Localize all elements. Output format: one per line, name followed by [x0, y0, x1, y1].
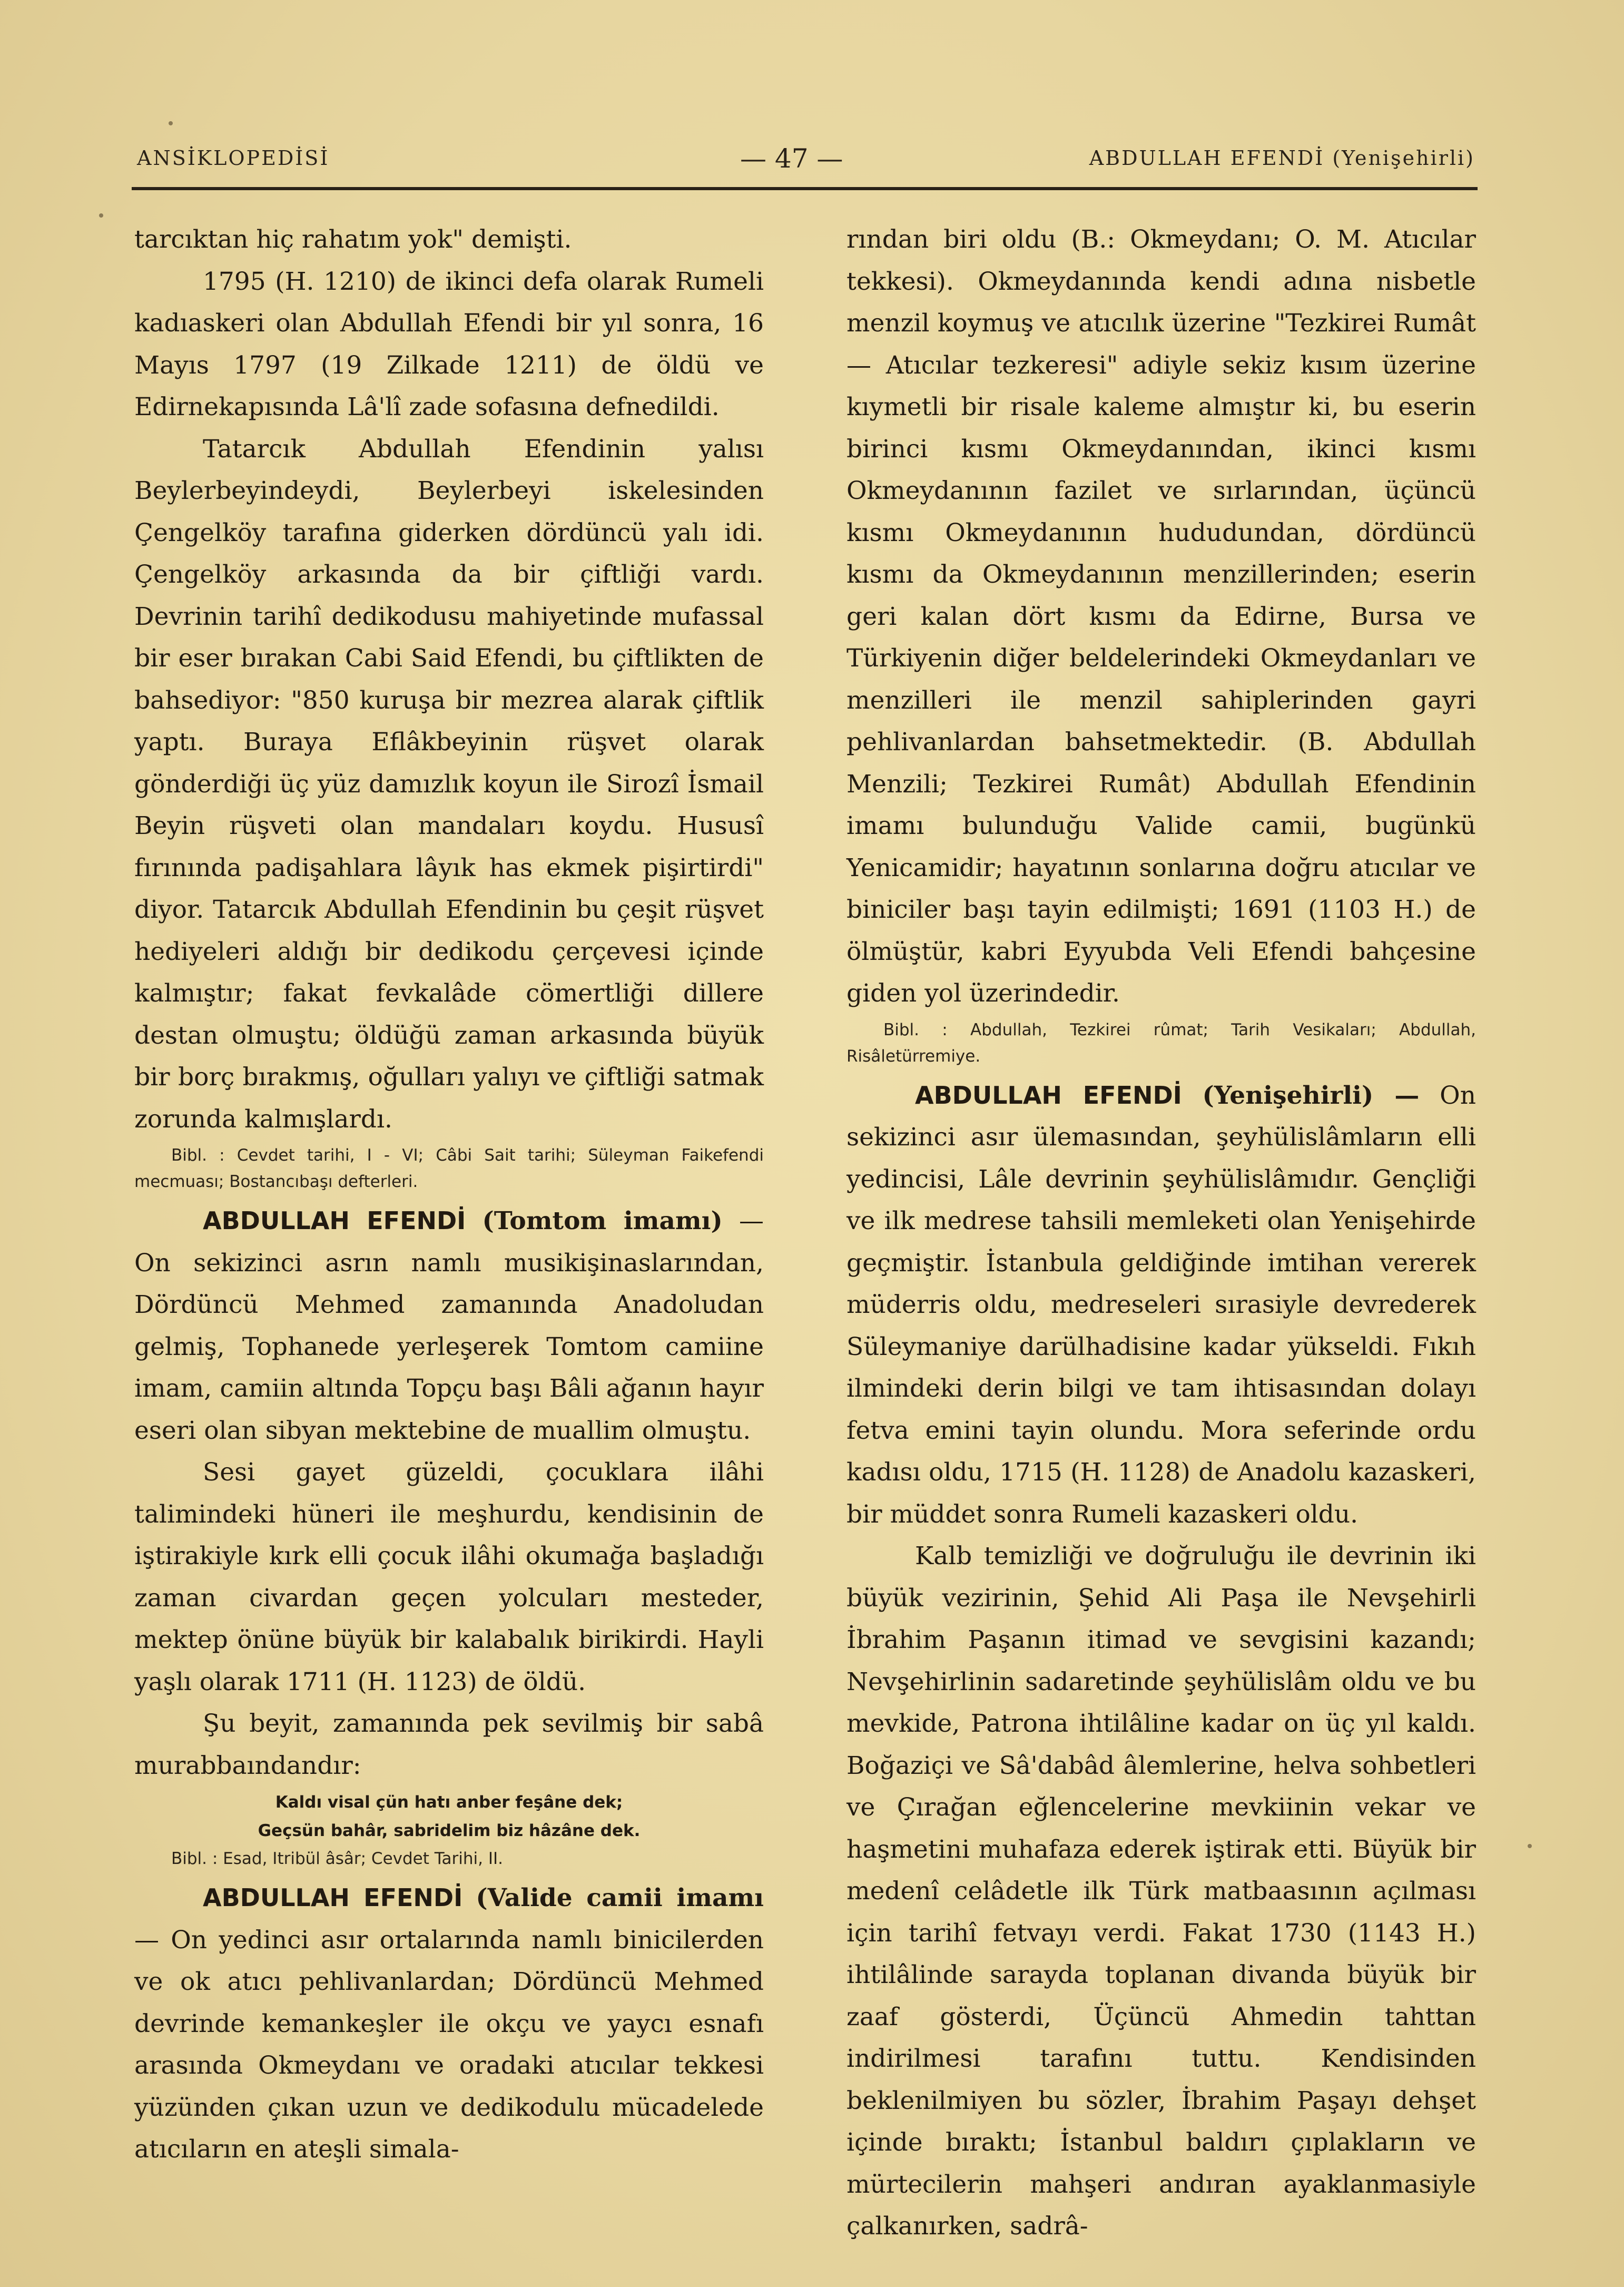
paper-speck	[1528, 1844, 1532, 1848]
left-column	[134, 219, 764, 2263]
paragraph: tarcıktan hiç rahatım yok" demişti.	[134, 225, 572, 254]
page-number: — 47 —	[740, 143, 843, 174]
entry-subtitle: (Yenişehirli) —	[1202, 1081, 1420, 1110]
entry-heading: ABDULLAH EFENDİ	[203, 1883, 463, 1912]
header-encyclopedia-title: ANSİKLOPEDİSİ	[137, 146, 330, 170]
verse-line: Kaldı visal çün hatı anber feşâne dek;	[275, 1793, 623, 1812]
entry-body: On sekizinci asır ülemasından, şeyhülislâmların elli yedincisi, Lâle devrinin şeyhülislâmıdır. Gençliği ve ilk medrese tahsili memleketi olan Yenişehirde geçmiştir. İstanbula geldiğinde imtihan vererek müderris oldu, medreseleri sırasiyle devrederek Süleymaniye darülhadisine kadar yükseldi. Fıkıh ilmindeki derin bilgi ve tam ihtisasından dolayı fetva emini tayin olundu. Mora seferinde ordu kadısı oldu, 1715 (H. 1128) de Anadolu kazaskeri, bir müddet sonra Rumeli kazaskeri oldu.	[847, 1081, 1476, 1529]
bibliography: Bibl. : Abdullah, Tezkirei rûmat; Tarih Vesikaları; Abdullah, Risâletürremiye.	[847, 1020, 1476, 1066]
entry-valide-camii-imami	[134, 1877, 764, 2171]
entry-body: — On sekizinci asrın namlı musikişinaslarından, Dördüncü Mehmed zamanında Anadoludan gelmiş, Tophanede yerleşerek Tomtom camiine imam, camiin altında Topçu başı Bâli ağanın hayır eseri olan sibyan mektebine de muallim olmuştu.	[134, 1206, 764, 1445]
entry-subtitle: (Valide camii imamı	[476, 1883, 764, 1912]
paragraph: Kalb temizliği ve doğruluğu ile devrinin iki büyük vezirinin, Şehid Ali Paşa ile Nevşehirli İbrahim Paşanın itimad ve sevgisini kazandı; Nevşehirlinin sadaretinde şeyhülislâm oldu ve bu mevkide, Patrona ihtilâline kadar on üç yıl kaldı. Boğaziçi ve Sâ'dabâd âlemlerine, helva sohbetleri ve Çırağan eğlencelerine mevkiinin vekar ve haşmetini muhafaza ederek iştirak etti. Büyük bir medenî celâdetle ilk Türk matbaasının açılması için tarihî fetvayı verdi. Fakat 1730 (1143 H.) ihtilâlinde sarayda toplanan divanda büyük bir zaaf gösterdi, Üçüncü Ahmedin tahttan indirilmesi tarafını tuttu. Kendisinden beklenilmiyen bu sözler, İbrahim Paşayı dehşet içinde bıraktı; İstanbul baldırı çıplakların ve mürtecilerin mahşeri andıran ayaklanmasiyle çalkanırken, sadrâ-	[847, 1542, 1476, 2241]
entry-yenisehirli	[847, 1075, 1476, 1536]
bibliography: Bibl. : Esad, Itribül âsâr; Cevdet Tarihi, II.	[171, 1849, 504, 1868]
entry-heading: ABDULLAH EFENDİ	[915, 1081, 1182, 1110]
header-entry-title: ABDULLAH EFENDİ (Yenişehirli)	[1089, 146, 1475, 170]
entry-heading: ABDULLAH EFENDİ	[203, 1206, 466, 1235]
paragraph: Tatarcık Abdullah Efendinin yalısı Beylerbeyindeydi, Beylerbeyi iskelesinden Çengelköy tarafına giderken dördüncü yalı idi. Çengelköy arkasında da bir çiftliği vardı. Devrinin tarihî dedikodusu mahiyetinde mufassal bir eser bırakan Cabi Said Efendi, bu çiftlikten de bahsediyor: "850 kuruşa bir mezrea alarak çiftlik yaptı. Buraya Eflâkbeyinin rüşvet olarak gönderdiği üç yüz damızlık koyun ile Sirozî İsmail Beyin rüşveti olan mandaları koydu. Hususî fırınında padişahlara lâyık has ekmek pişirtirdi" diyor. Tatarcık Abdullah Efendinin bu çeşit rüşvet hediyeleri aldığı bir dedikodu çerçevesi içinde kalmıştır; fakat fevkalâde cömertliği dillere destan olmuştu; öldüğü zaman arkasında büyük bir borç bırakmış, oğulları yalıyı ve çiftliği satmak zorunda kalmışlardı.	[134, 434, 764, 1134]
bibliography: Bibl. : Cevdet tarihi, I - VI; Câbi Sait tarihi; Süleyman Faikefendi mecmuası; Bostancıbaşı defterleri.	[134, 1146, 764, 1191]
paragraph: Sesi gayet güzeldi, çocuklara ilâhi talimindeki hüneri ile meşhurdu, kendisinin de iştirakiyle kırk elli çocuk ilâhi okumağa başladığı zaman civardan geçen yolcuları mesteder, mektep önüne büyük bir kalabalık birikirdi. Hayli yaşlı olarak 1711 (H. 1123) de öldü.	[134, 1458, 764, 1696]
running-header	[137, 143, 1475, 178]
entry-subtitle: (Tomtom imamı)	[482, 1206, 723, 1235]
paragraph: rından biri oldu (B.: Okmeydanı; O. M. Atıcılar tekkesi). Okmeydanında kendi adına nisbetle menzil koymuş ve atıcılık üzerine "Tezkirei Rumât — Atıcılar tezkeresi" adiyle sekiz kısım üzerine kıymetli bir risale kaleme almıştır ki, bu eserin birinci kısmı Okmeydanından, ikinci kısmı Okmeydanının fazilet ve sırlarından, üçüncü kısmı Okmeydanının hududundan, dördüncü kısmı da Okmeydanının menzillerinden; eserin geri kalan dört kısmı da Edirne, Bursa ve Türkiyenin diğer beldelerindeki Okmeydanları ve menzilleri ile menzil sahiplerinden gayri pehlivanlardan bahsetmektedir. (B. Abdullah Menzili; Tezkirei Rumât) Abdullah Efendinin imamı bulunduğu Valide camii, bugünkü Yenicamidir; hayatının sonlarına doğru atıcılar ve biniciler başı tayin edilmişti; 1691 (1103 H.) de ölmüştür, kabri Eyyubda Veli Efendi bahçesine giden yol üzerindedir.	[847, 225, 1476, 1008]
paragraph: Şu beyit, zamanında pek sevilmiş bir sabâ murabbaındandır:	[134, 1709, 764, 1780]
paper-speck	[99, 213, 103, 218]
entry-body: — On yedinci asır ortalarında namlı binicilerden ve ok atıcı pehlivanlardan; Dördüncü Mehmed devrinde kemankeşler ile okçu ve yaycı esnafı arasında Okmeydanı ve oradaki atıcılar tekkesi yüzünden çıkan uzun ve dedikodulu mücadelede atıcıların en ateşli simala-	[134, 1925, 764, 2164]
verse-line: Geçsün bahâr, sabridelim biz hâzâne dek.	[258, 1821, 641, 1840]
entry-tomtom-imami	[134, 1200, 764, 1451]
paper-speck	[169, 121, 173, 125]
right-column	[847, 219, 1476, 2263]
header-rule	[132, 187, 1478, 190]
paragraph: 1795 (H. 1210) de ikinci defa olarak Rumeli kadıaskeri olan Abdullah Efendi bir yıl sonra, 16 Mayıs 1797 (19 Zilkade 1211) de öldü ve Edirnekapısında Lâ'lî zade sofasına defnedildi.	[134, 267, 764, 421]
